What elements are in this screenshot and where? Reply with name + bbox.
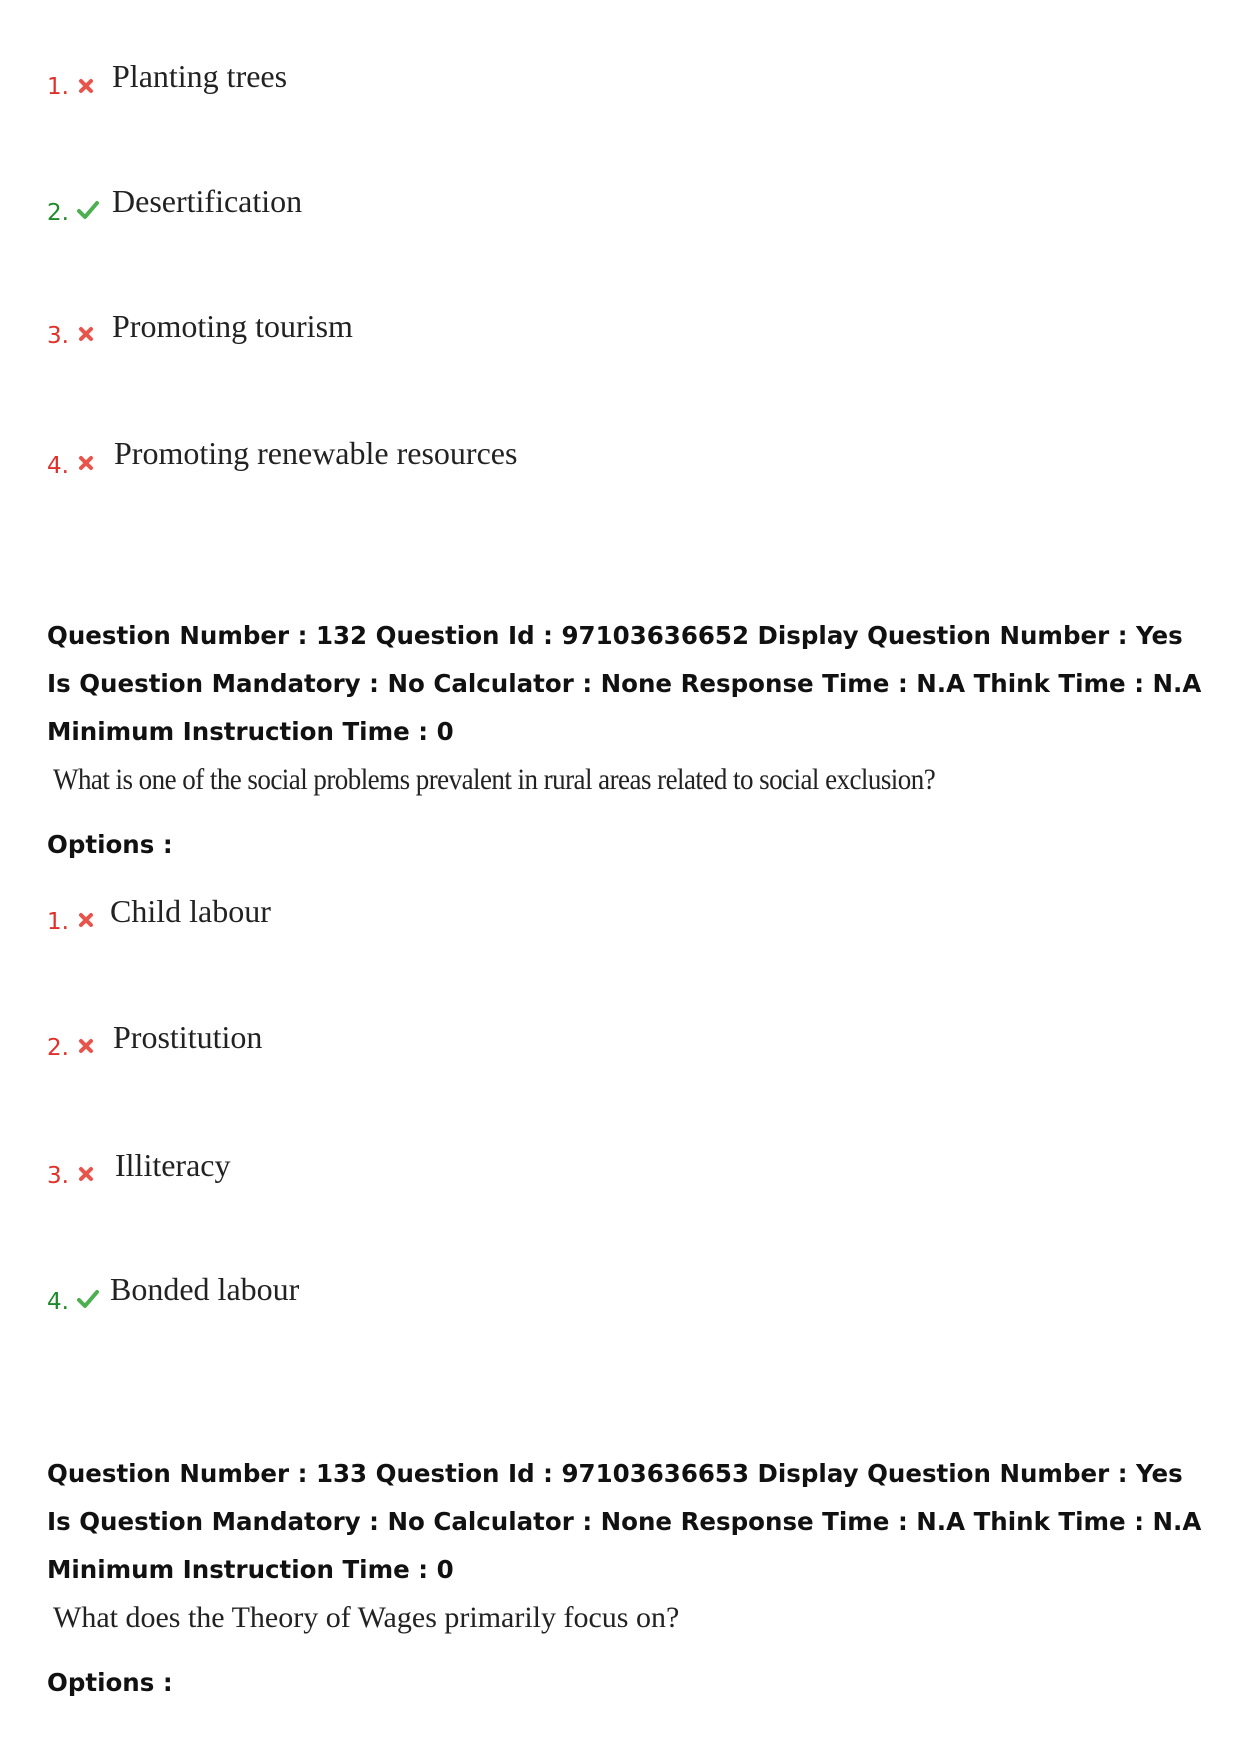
options-label: Options : (47, 1668, 173, 1697)
option-number: 4. (47, 1289, 69, 1315)
option-text: Desertification (112, 183, 303, 219)
cross-icon (77, 1165, 95, 1183)
option-number: 2. (47, 1035, 69, 1061)
option-number: 2. (47, 200, 69, 226)
question-meta: Question Number : 133 Question Id : 97103636653 Display Question Number : Yes Is Question Mandatory : No Calculator : None Response Time : N.A Think Time : N.A Minimum Instruction Time : 0 (47, 1459, 1202, 1584)
option-text: Planting trees (112, 58, 288, 94)
option-text: Bonded labour (110, 1271, 300, 1307)
check-icon (77, 200, 99, 220)
option-number: 1. (47, 74, 69, 100)
cross-icon (77, 454, 95, 472)
options-label: Options : (47, 830, 173, 859)
question-text: What does the Theory of Wages primarily focus on? (53, 1601, 680, 1634)
check-icon (77, 1289, 99, 1309)
option-number: 3. (47, 323, 69, 349)
option-text: Prostitution (113, 1019, 263, 1055)
option-text: Promoting tourism (112, 308, 353, 344)
option-number: 4. (47, 453, 69, 479)
cross-icon (77, 911, 95, 929)
option-text: Illiteracy (115, 1147, 231, 1183)
option-number: 3. (47, 1163, 69, 1189)
option-text: Child labour (110, 893, 271, 929)
option-number: 1. (47, 909, 69, 935)
cross-icon (77, 77, 95, 95)
cross-icon (77, 1037, 95, 1055)
question-text: What is one of the social problems prevalent in rural areas related to social exclusion? (53, 763, 936, 796)
question-meta: Question Number : 132 Question Id : 97103636652 Display Question Number : Yes Is Question Mandatory : No Calculator : None Response Time : N.A Think Time : N.A Minimum Instruction Time : 0 (47, 621, 1202, 746)
option-text: Promoting renewable resources (114, 435, 518, 471)
cross-icon (77, 325, 95, 343)
